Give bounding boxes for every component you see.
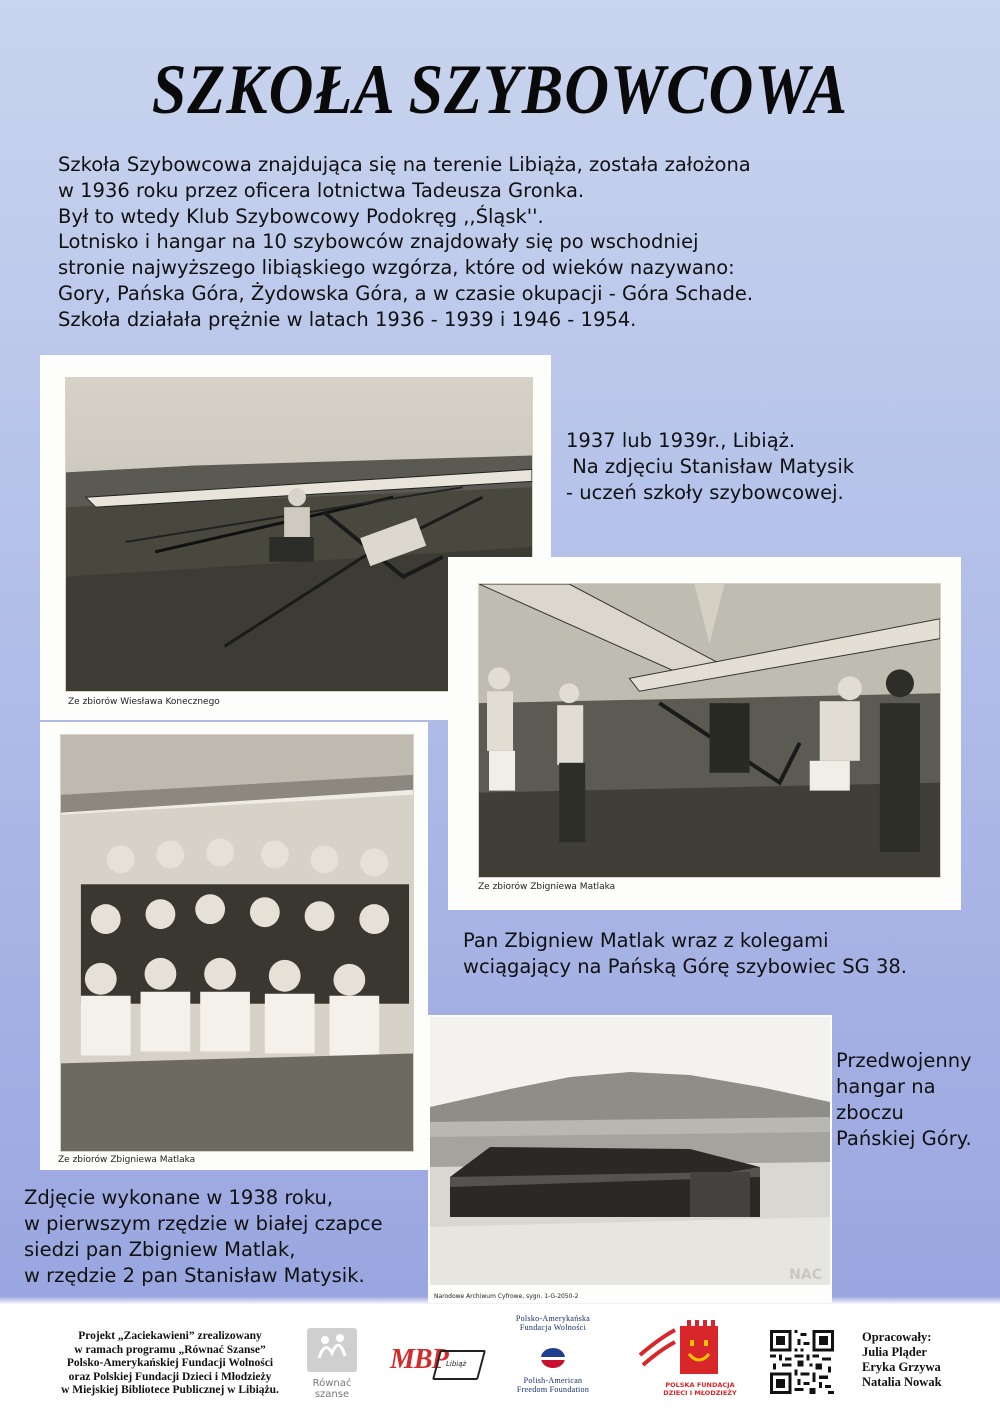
caption-line: siedzi pan Zbigniew Matlak, — [24, 1238, 296, 1261]
pafw-bottom-line: Freedom Foundation — [516, 1385, 590, 1394]
project-line: w Miejskiej Bibliotece Publicznej w Libiążu. — [61, 1384, 279, 1396]
caption-line: hangar na — [836, 1075, 936, 1098]
intro-line: w 1936 roku przez oficera lotnictwa Tadeusza Gronka. — [58, 178, 585, 202]
rownac-szanse-logo — [305, 1326, 363, 1406]
intro-line: Był to wtedy Klub Szybowcowy Podokręg ,,Śląsk''. — [58, 204, 544, 228]
caption-hangar — [836, 1048, 972, 1152]
caption-line: w pierwszym rzędzie w białej czapce — [24, 1212, 383, 1235]
project-line: w ramach programu „Równać Szanse” — [74, 1343, 266, 1356]
photo-credit: Ze zbiorów Zbigniewa Matlaka — [478, 882, 616, 892]
figures-icon — [307, 1328, 357, 1372]
caption-line: - uczeń szkoły szybowcowej. — [566, 481, 844, 504]
pafw-top-line: Polsko-Amerykańska — [515, 1314, 591, 1323]
caption-line: Pan Zbigniew Matlak wraz z kolegami — [463, 929, 829, 952]
pafw-top-text — [503, 1314, 603, 1332]
pfdm-emblem-icon — [635, 1320, 745, 1380]
rownac-szanse-text: Równać szanse — [312, 1378, 352, 1400]
pafw-bottom-line: Polish-American — [523, 1376, 583, 1385]
glider-photo — [479, 584, 940, 877]
caption-line: wciągający na Pańską Górę szybowiec SG 38. — [463, 955, 907, 978]
caption-line: w rzędzie 2 pan Stanisław Matysik. — [24, 1264, 365, 1287]
qr-code-icon — [770, 1330, 834, 1394]
pafw-logo — [503, 1314, 603, 1404]
intro-line: Szkoła Szybowcowa znajdująca się na terenie Libiąża, została założona — [58, 153, 751, 176]
project-line: Projekt „Zaciekawieni” zrealizowany — [78, 1330, 262, 1342]
photo-watermark: NAC — [789, 1267, 822, 1283]
glider-photo — [430, 1017, 830, 1285]
authors — [862, 1330, 982, 1390]
mbp-small-text: Libiąż — [446, 1360, 467, 1368]
photo-group — [40, 722, 428, 1170]
photo-credit: Narodowe Archiwum Cyfrowe, sygn. 1-G-2050-2 — [434, 1293, 579, 1300]
caption-line: Pańskiej Góry. — [836, 1127, 972, 1150]
pfdm-logo — [635, 1320, 745, 1405]
pfdm-text — [663, 1382, 737, 1397]
photo-image — [60, 734, 414, 1152]
caption-line: Przedwojenny — [836, 1049, 972, 1072]
page-title: SZKOŁA SZYBOWCOWA — [151, 50, 849, 130]
photo-image — [430, 1017, 830, 1285]
photo-credit: Ze zbiorów Zbigniewa Matlaka — [58, 1155, 196, 1165]
project-line: Polsko-Amerykańskiej Fundacji Wolności — [66, 1357, 274, 1369]
caption-pushing — [463, 928, 907, 980]
intro-line: stronie najwyższego libiąskiego wzgórza, które od wieków nazywano: — [58, 256, 735, 280]
caption-line: Zdjęcie wykonane w 1938 roku, — [24, 1186, 334, 1209]
mbp-logo — [388, 1336, 483, 1386]
authors-line: Eryka Grzywa — [862, 1360, 941, 1374]
pfdm-line: POLSKA FUNDACJA — [665, 1381, 735, 1389]
pfdm-line: DZIECI I MŁODZIEŻY — [663, 1388, 737, 1397]
glider-photo — [61, 735, 413, 1151]
intro-line: Gory, Pańska Góra, Żydowska Góra, a w czasie okupacji - Góra Schade. — [58, 281, 754, 305]
authors-line: Opracowały: — [862, 1330, 932, 1344]
photo-image — [478, 583, 941, 878]
intro-line: Szkoła działała prężnie w latach 1936 - 1939 i 1946 - 1954. — [58, 307, 637, 331]
authors-line: Natalia Nowak — [862, 1375, 942, 1389]
caption-group — [24, 1185, 383, 1289]
project-line: oraz Polskiej Fundacji Dzieci i Młodzieży — [68, 1370, 272, 1383]
pafw-top-line: Fundacja Wolności — [519, 1323, 587, 1332]
photo-hangar — [428, 1015, 832, 1303]
authors-line: Julia Pląder — [862, 1345, 927, 1359]
caption-line: Na zdjęciu Stanisław Matysik — [566, 455, 855, 478]
mbp-text: MBP — [390, 1344, 448, 1375]
project-info — [40, 1330, 300, 1398]
photo-pushing-glider — [448, 557, 961, 910]
intro-text — [58, 152, 858, 333]
caption-pilot — [566, 428, 854, 506]
intro-line: Lotnisko i hangar na 10 szybowców znajdowały się po wschodniej — [58, 230, 699, 254]
footer — [0, 1306, 1000, 1409]
flag-icon — [541, 1348, 565, 1368]
caption-line: zboczu — [836, 1101, 904, 1124]
caption-line: 1937 lub 1939r., Libiąż. — [566, 429, 796, 452]
pafw-bottom-text — [503, 1376, 603, 1394]
photo-credit: Ze zbiorów Wiesława Konecznego — [68, 697, 220, 707]
